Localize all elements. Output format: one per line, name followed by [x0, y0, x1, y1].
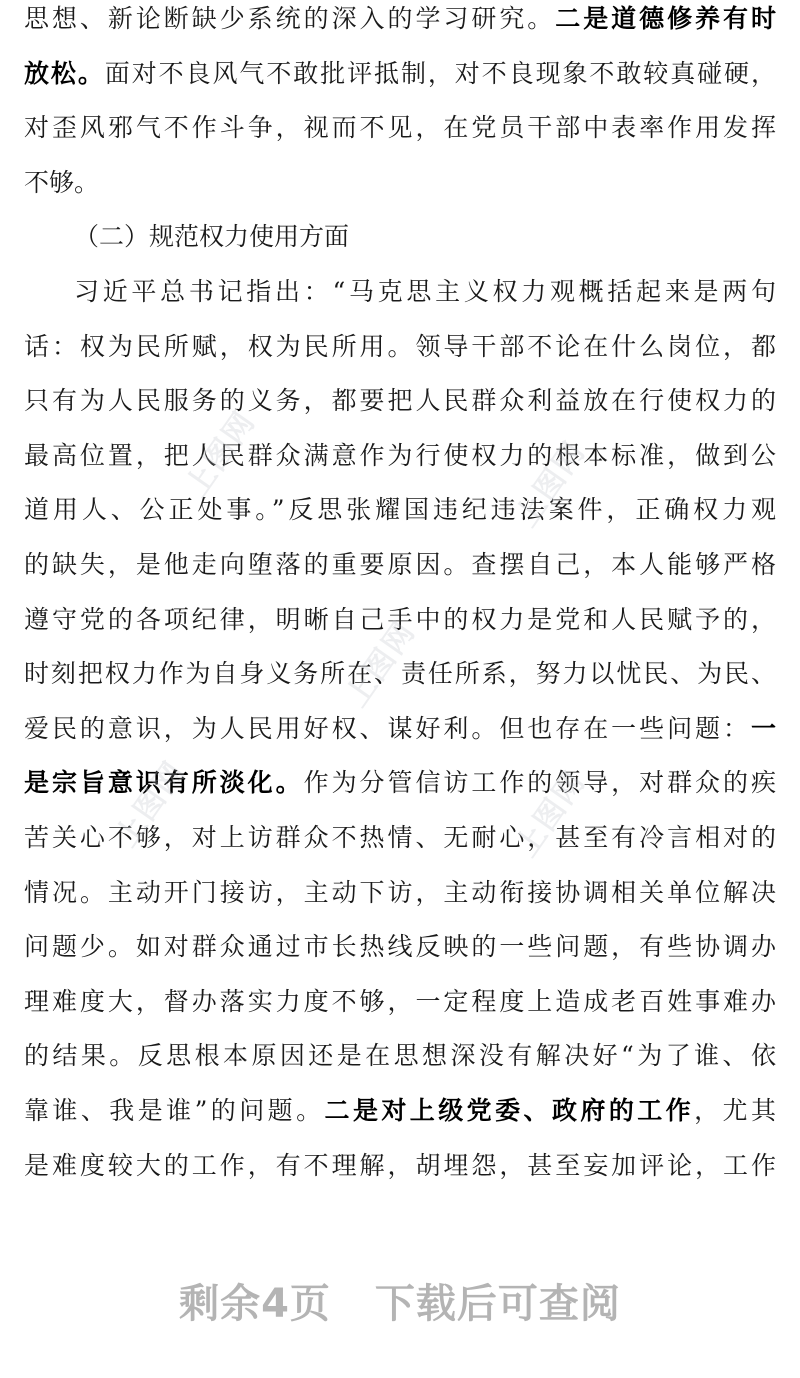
text-line [24, 1094, 776, 1128]
bold-text: 二是对上级党委、政府的工作 [324, 1096, 695, 1125]
text-line [24, 1149, 776, 1183]
bold-text: 放松。 [24, 58, 105, 88]
watermark: 上图网 [509, 434, 593, 534]
text-line [24, 384, 776, 418]
text-run: 苦关心不够，对上访群众不热情、无耐心，甚至有冷言相对的 [24, 823, 776, 852]
watermark: 上图网 [179, 404, 263, 504]
text-line [24, 2, 776, 36]
text-run: 作为分管信访工作的领导，对群众的疾 [303, 768, 776, 798]
text-line [24, 57, 776, 91]
text-line [74, 275, 776, 309]
bold-text: 一 [750, 713, 776, 743]
text-run: 时刻把权力作为自身义务所在、责任所系，努力以忧民、为民、 [24, 659, 776, 689]
text-line [24, 1039, 776, 1073]
text-run: ，尤其 [694, 1096, 776, 1125]
bold-text: 是宗旨意识有所淡化。 [24, 768, 304, 798]
text-line [24, 712, 776, 746]
text-run: 思想、新论断缺少系统的深入的学习研究。 [24, 4, 556, 33]
text-line [24, 330, 776, 364]
text-line [24, 439, 776, 473]
download-prompt[interactable] [0, 1272, 800, 1329]
text-run: 习近平总书记指出：“马克思主义权力观概括起来是两句 [74, 277, 776, 306]
text-run: 是难度较大的工作，有不理解，胡埋怨，甚至妄加评论，工作 [24, 1150, 776, 1180]
text-run: 对歪风邪气不作斗争，视而不见，在党员干部中表率作用发挥 [24, 113, 776, 143]
text-run: 的结果。反思根本原因还是在思想深没有解决好“为了谁、依 [24, 1041, 776, 1071]
watermark: 上图网 [109, 754, 193, 854]
text-run: 道用人、公正处事。”反思张耀国违纪违法案件，正确权力观 [24, 495, 776, 525]
text-run: 不够。 [24, 167, 100, 197]
text-run: 理难度大，督办落实力度不够，一定程度上造成老百姓事难办 [24, 986, 776, 1016]
text-run: （二）规范权力使用方面 [74, 222, 350, 252]
text-run: 只有为人民服务的义务，都要把人民群众利益放在行使权力的 [24, 386, 776, 416]
section-heading [74, 220, 776, 254]
text-run: 爱民的意识，为人民用好权、谋好利。但也存在一些问题： [24, 713, 751, 743]
text-line [24, 493, 776, 527]
watermark: 上图网 [339, 614, 423, 714]
text-line [24, 930, 776, 964]
text-run: 情况。主动开门接访，主动下访，主动衔接协调相关单位解决 [24, 877, 776, 907]
text-run: 问题少。如对群众通过市长热线反映的一些问题，有些协调办 [24, 932, 776, 962]
watermark: 上图网 [509, 764, 593, 864]
text-run: 遵守党的各项纪律，明晰自己手中的权力是党和人民赋予的， [24, 604, 776, 634]
text-line [24, 111, 776, 145]
text-line [24, 876, 776, 910]
text-line [24, 985, 776, 1019]
text-run: 面对不良风气不敢批评抵制，对不良现象不敢较真碰硬， [104, 58, 776, 88]
text-run: 的缺失，是他走向堕落的重要原因。查摆自己，本人能够严格 [24, 550, 776, 579]
text-run: 话：权为民所赋，权为民所用。领导干部不论在什么岗位，都 [24, 331, 776, 361]
text-line [24, 166, 776, 200]
text-line [24, 548, 776, 582]
text-run: 最高位置，把人民群众满意作为行使权力的根本标准，做到公 [24, 440, 776, 470]
download-to-view-label: 下载后可查阅 [374, 1281, 621, 1327]
bold-text: 二是道德修养有时 [555, 4, 776, 33]
remaining-pages-label: 剩余4页 [179, 1281, 331, 1327]
text-run: 靠谁、我是谁”的问题。 [24, 1096, 325, 1125]
